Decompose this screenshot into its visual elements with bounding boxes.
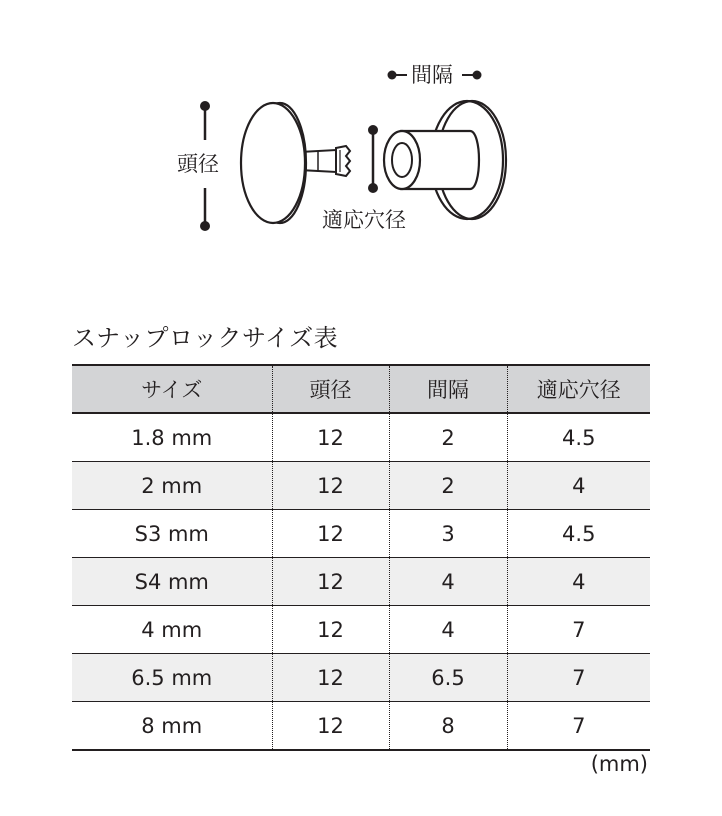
hole-diameter-dimension [368, 125, 378, 193]
table-title: スナップロックサイズ表 [72, 324, 339, 352]
cell-size: 1.8 mm [131, 425, 213, 450]
cell-head-diameter: 12 [272, 654, 389, 702]
snap-lock-diagram [0, 0, 722, 270]
cell-hole-diameter: 7 [507, 702, 650, 751]
cell-spacing: 2 [389, 413, 507, 462]
cell-spacing: 4 [389, 606, 507, 654]
cell-spacing: 8 [389, 702, 507, 751]
cell-spacing: 2 [389, 462, 507, 510]
cell-spacing: 4 [389, 558, 507, 606]
table-row [72, 654, 650, 702]
header-head-diameter: 頭径 [272, 365, 389, 413]
cell-size: 4 mm [141, 617, 203, 642]
cell-head-diameter: 12 [272, 558, 389, 606]
cell-hole-diameter: 4.5 [507, 413, 650, 462]
cell-size: 2 mm [72, 462, 272, 510]
cell-hole-diameter: 7 [507, 606, 650, 654]
cell-spacing: 3 [389, 510, 507, 558]
cell-head-diameter: 12 [272, 462, 389, 510]
table-row [72, 606, 650, 654]
cell-size: 6.5 mm [72, 654, 272, 702]
size-table [72, 364, 650, 751]
cell-size: S4 mm [72, 558, 272, 606]
table-header-row [72, 365, 650, 413]
cell-hole-diameter: 4 [507, 558, 650, 606]
table-row [72, 558, 650, 606]
base-part [384, 101, 506, 219]
header-size: サイズ [72, 365, 272, 413]
unit-note: (mm) [590, 752, 648, 776]
table-row [72, 462, 650, 510]
hole-diameter-label: 適応穴径 [322, 208, 406, 232]
cell-hole-diameter: 7 [507, 654, 650, 702]
header-hole-diameter: 適応穴径 [507, 365, 650, 413]
cell-hole-diameter: 4.5 [507, 510, 650, 558]
table-row [72, 510, 650, 558]
table-row [72, 702, 650, 751]
cell-spacing: 6.5 [389, 654, 507, 702]
cell-size: 8 mm [141, 713, 203, 738]
cell-hole-diameter: 4 [507, 462, 650, 510]
cell-head-diameter: 12 [272, 510, 389, 558]
table-row [72, 413, 650, 462]
cell-head-diameter: 12 [272, 413, 389, 462]
cell-head-diameter: 12 [272, 702, 389, 751]
head-diameter-label: 頭径 [177, 152, 219, 176]
cap-part [241, 103, 350, 223]
header-spacing: 間隔 [389, 365, 507, 413]
cell-size: S3 mm [134, 521, 209, 546]
cell-head-diameter: 12 [272, 606, 389, 654]
spacing-label: 間隔 [411, 63, 453, 87]
